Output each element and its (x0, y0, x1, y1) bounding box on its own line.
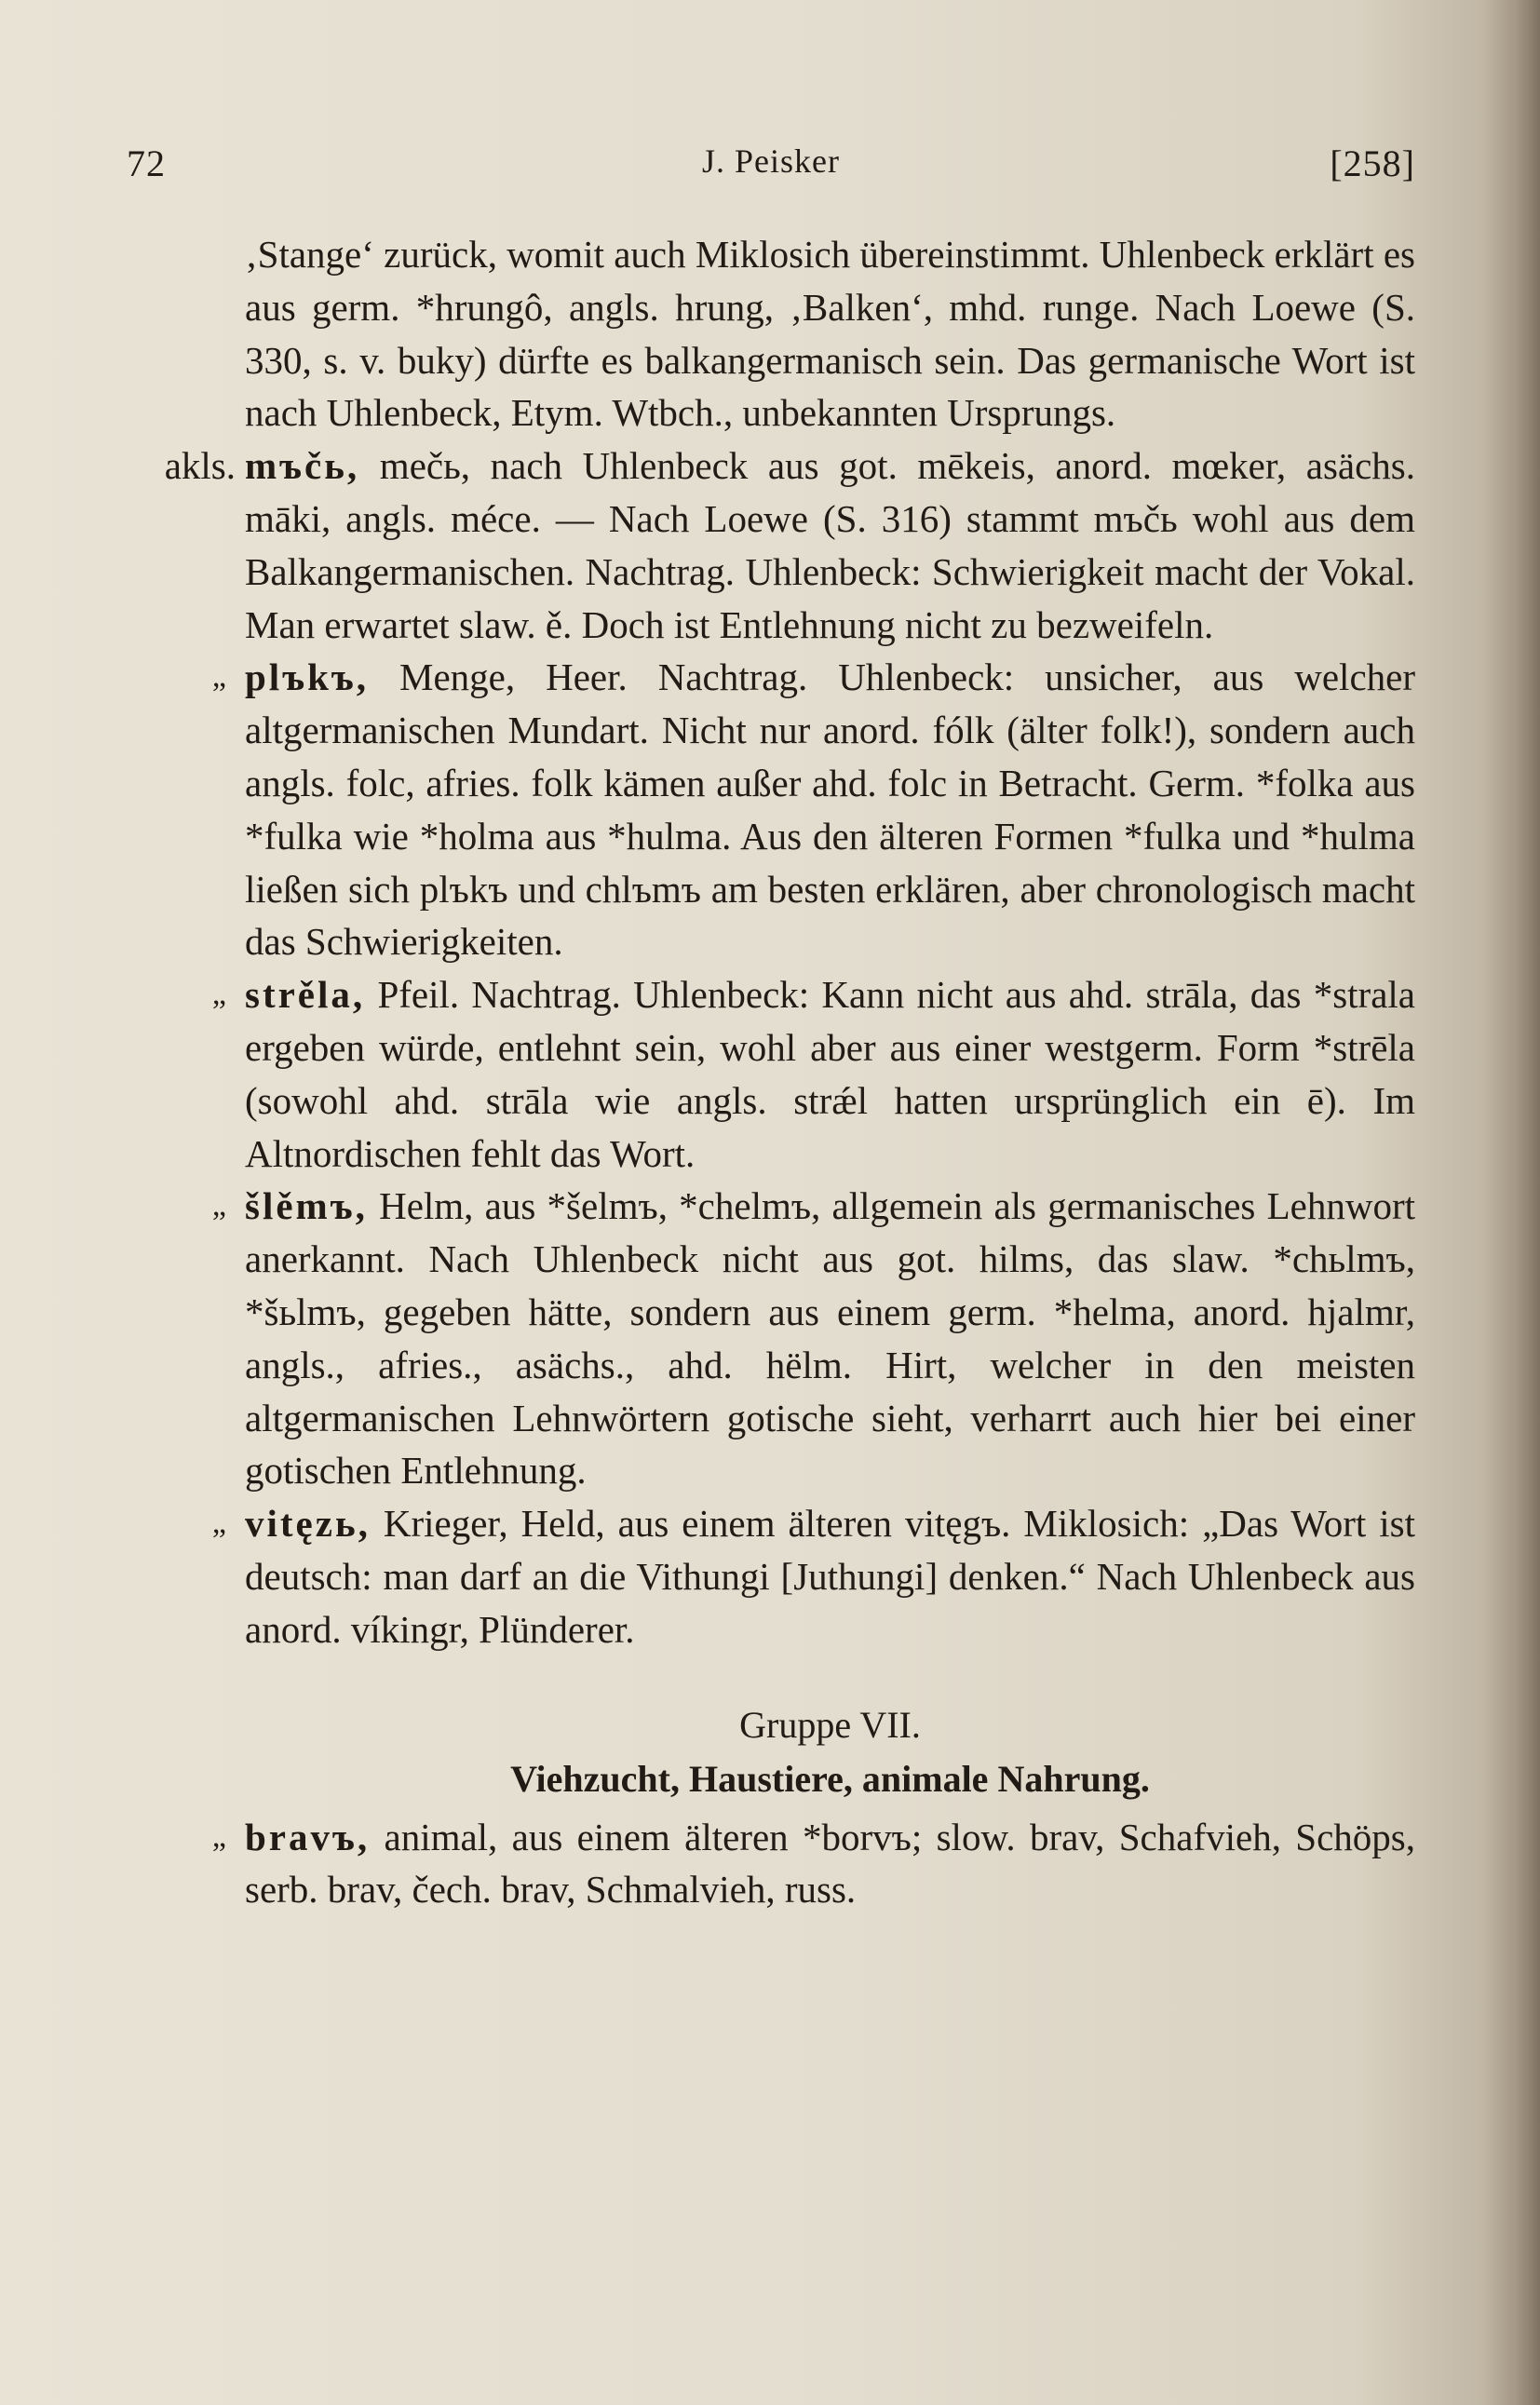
entry-text: Pfeil. Nachtrag. Uhlenbeck: Kann nicht aus ahd. strāla, das *strala ergeben würde, entlehnt sein, wohl aber aus einer westgerm. Form *strēla (sowohl ahd. strāla wie angls. strǽl hatten ursprünglich ein ē). Im Altnordischen fehlt das Wort. (245, 973, 1415, 1175)
entry-mecь (164, 439, 1415, 651)
page-reference: [258] (1330, 142, 1415, 184)
group-heading: Gruppe VII. (739, 1703, 921, 1746)
entry-plkъ (211, 651, 1415, 968)
entry-text: animal, aus einem älteren *borvъ; slow. brav, Schafvieh, Schöps, serb. brav, čech. brav, Schmalvieh, russ. (245, 1815, 1415, 1912)
running-head: J. Peisker (702, 142, 840, 180)
page-header (127, 142, 1415, 197)
entry-text: Helm, aus *šelmъ, *chelmъ, allgemein als germanisches Lehnwort anerkannt. Nach Uhlenbeck nicht aus got. hilms, das slaw. *chьlmъ, *šьlmъ, gegeben hätte, sondern aus einem germ. *helma, anord. hjalmr, angls., afries., asächs., ahd. hëlm. Hirt, welcher in den meisten altgermanischen Lehnwörtern gotische sieht, verharrt auch hier bei einer gotischen Entlehnung. (245, 1184, 1415, 1493)
entry-marker: „ (211, 977, 226, 1012)
entry-slemъ (211, 1180, 1415, 1497)
page-edge-shadow (1482, 0, 1540, 2405)
page-body (164, 228, 1415, 1916)
entry-marker: „ (211, 1188, 226, 1223)
paragraph-stange (245, 228, 1415, 439)
entry-headword: mъčь, (245, 444, 360, 488)
entry-vitezь (211, 1497, 1415, 1655)
entry-strela (211, 968, 1415, 1180)
entry-bravъ (211, 1811, 1415, 1917)
entry-text: Krieger, Held, aus einem älteren vitęgъ. Miklosich: „Das Wort ist deutsch: man darf an die Vithungi [Juthungi] denken.“ Nach Uhlenbeck aus anord. víkingr, Plünderer. (245, 1502, 1415, 1651)
entry-marker: „ (211, 659, 226, 695)
entry-text: Menge, Heer. Nachtrag. Uhlenbeck: unsicher, aus welcher altgermanischen Mundart. Nicht nur anord. fólk (älter folk!), sondern auch angls. folc, afries. folk kämen außer ahd. folc in Betracht. Germ. *folka aus *fulka wie *holma aus *hulma. Aus den älteren Formen *fulka und *hulma ließen sich plъkъ und chlъmъ am besten erklären, aber chronologisch macht das Schwierigkeiten. (245, 655, 1415, 964)
entry-headword: bravъ, (245, 1815, 371, 1858)
entry-headword: plъkъ, (245, 655, 370, 699)
paragraph-text: ‚Stange‘ zurück, womit auch Miklosich übereinstimmt. Uhlenbeck erklärt es aus germ. *hrungô, angls. hrung, ‚Balken‘, mhd. runge. Nach Loewe (S. 330, s. v. buky) dürfte es balkangermanisch sein. Das germanische Wort ist nach Uhlenbeck, Etym. Wtbch., unbekannten Ursprungs. (245, 233, 1415, 435)
page-number: 72 (127, 142, 166, 184)
entry-headword: šlěmъ, (245, 1184, 368, 1228)
entry-marker: „ (211, 1818, 226, 1854)
entry-headword: strěla, (245, 973, 366, 1017)
entry-marker: „ (211, 1506, 226, 1541)
entry-text: mečь, nach Uhlenbeck aus got. mēkeis, anord. mœker, asächs. māki, angls. méce. — Nach Loewe (S. 316) stammt mъčь wohl aus dem Balkangermanischen. Nachtrag. Uhlenbeck: Schwierigkeit macht der Vokal. Man erwartet slaw. ě. Doch ist Entlehnung nicht zu bezweifeln. (245, 444, 1415, 646)
entry-marker: akls. (164, 444, 236, 488)
section-title: Viehzucht, Haustiere, animale Nahrung. (510, 1757, 1150, 1800)
entry-headword: vitęzь, (245, 1502, 371, 1546)
